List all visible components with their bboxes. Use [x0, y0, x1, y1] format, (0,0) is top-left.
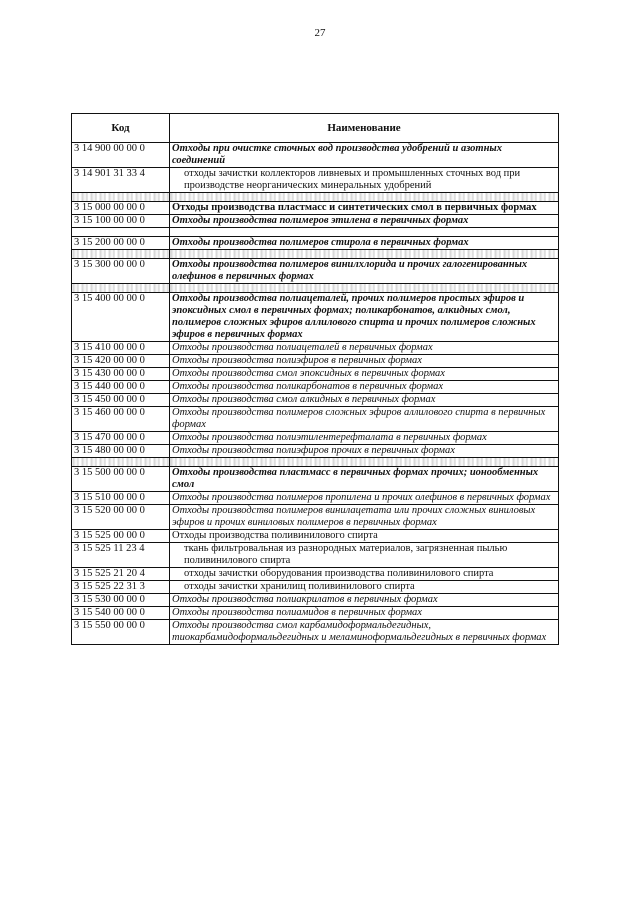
table-spacer-row	[72, 193, 559, 202]
code-cell: 3 15 460 00 00 0	[72, 407, 170, 432]
name-cell: Отходы производства полимеров пропилена и прочих олефинов в первичных формах	[170, 492, 559, 505]
table-spacer-row	[72, 228, 559, 237]
spacer-cell	[72, 284, 170, 293]
table-spacer-row	[72, 284, 559, 293]
spacer-cell	[72, 458, 170, 467]
name-cell: Отходы производства полиамидов в первичных формах	[170, 607, 559, 620]
table-row	[72, 568, 559, 581]
table-row	[72, 543, 559, 568]
code-cell: 3 15 525 11 23 4	[72, 543, 170, 568]
table-row	[72, 492, 559, 505]
name-cell: Отходы производства полимеров стирола в первичных формах	[170, 237, 559, 250]
code-cell: 3 15 510 00 00 0	[72, 492, 170, 505]
spacer-cell	[170, 250, 559, 259]
code-cell: 3 15 200 00 00 0	[72, 237, 170, 250]
header-code: Код	[72, 114, 170, 143]
code-cell: 3 15 525 00 00 0	[72, 530, 170, 543]
name-cell: Отходы производства полиацеталей, прочих полимеров простых эфиров и эпоксидных смол в первичных формах; поликарбонатов, алкидных смол, полимеров сложных эфиров аллилового спирта и прочих полимеров сложных эфиров в первичных формах	[170, 293, 559, 342]
table-row	[72, 355, 559, 368]
name-cell: Отходы производства полимеров сложных эфиров аллилового спирта в первичных формах	[170, 407, 559, 432]
table-row	[72, 394, 559, 407]
table-row	[72, 530, 559, 543]
code-cell: 3 15 520 00 00 0	[72, 505, 170, 530]
table-spacer-row	[72, 458, 559, 467]
name-cell: Отходы производства поливинилового спирта	[170, 530, 559, 543]
table-row	[72, 607, 559, 620]
name-cell: Отходы производства пластмасс и синтетических смол в первичных формах	[170, 202, 559, 215]
spacer-cell	[170, 228, 559, 237]
code-cell: 3 15 450 00 00 0	[72, 394, 170, 407]
code-cell: 3 15 440 00 00 0	[72, 381, 170, 394]
code-cell: 3 15 410 00 00 0	[72, 342, 170, 355]
name-cell: Отходы производства смол эпоксидных в первичных формах	[170, 368, 559, 381]
code-cell: 3 15 525 21 20 4	[72, 568, 170, 581]
name-cell: Отходы производства полимеров винилхлорида и прочих галогенированных олефинов в первичных формах	[170, 259, 559, 284]
table-row	[72, 432, 559, 445]
code-cell: 3 15 470 00 00 0	[72, 432, 170, 445]
spacer-cell	[72, 193, 170, 202]
spacer-cell	[72, 228, 170, 237]
table-header-row	[72, 114, 559, 143]
code-cell: 3 15 420 00 00 0	[72, 355, 170, 368]
spacer-cell	[170, 458, 559, 467]
name-cell: Отходы производства смол алкидных в первичных формах	[170, 394, 559, 407]
name-cell: Отходы производства поликарбонатов в первичных формах	[170, 381, 559, 394]
table-body	[72, 143, 559, 645]
name-cell: отходы зачистки оборудования производства поливинилового спирта	[170, 568, 559, 581]
waste-codes-table	[71, 113, 559, 645]
spacer-cell	[170, 193, 559, 202]
name-cell: Отходы производства полимеров этилена в первичных формах	[170, 215, 559, 228]
table-spacer-row	[72, 250, 559, 259]
code-cell: 3 14 901 31 33 4	[72, 168, 170, 193]
name-cell: Отходы при очистке сточных вод производства удобрений и азотных соединений	[170, 143, 559, 168]
table-row	[72, 215, 559, 228]
code-cell: 3 15 480 00 00 0	[72, 445, 170, 458]
name-cell: Отходы производства смол карбамидоформальдегидных, тиокарбамидоформальдегидных и меламиноформальдегидных в первичных формах	[170, 620, 559, 645]
table-row	[72, 368, 559, 381]
name-cell: Отходы производства полиэфиров прочих в первичных формах	[170, 445, 559, 458]
code-cell: 3 15 000 00 00 0	[72, 202, 170, 215]
code-cell: 3 14 900 00 00 0	[72, 143, 170, 168]
spacer-cell	[170, 284, 559, 293]
code-cell: 3 15 550 00 00 0	[72, 620, 170, 645]
page-number: 27	[314, 27, 326, 39]
name-cell: Отходы производства полиэфиров в первичных формах	[170, 355, 559, 368]
table-row	[72, 293, 559, 342]
spacer-cell	[72, 250, 170, 259]
table-row	[72, 407, 559, 432]
table-row	[72, 381, 559, 394]
name-cell: Отходы производства пластмасс в первичных формах прочих; ионообменных смол	[170, 467, 559, 492]
table-row	[72, 505, 559, 530]
table-row	[72, 237, 559, 250]
header-name: Наименование	[170, 114, 559, 143]
name-cell: отходы зачистки коллекторов ливневых и промышленных сточных вод при производстве неорганических минеральных удобрений	[170, 168, 559, 193]
code-cell: 3 15 400 00 00 0	[72, 293, 170, 342]
table-row	[72, 620, 559, 645]
code-cell: 3 15 540 00 00 0	[72, 607, 170, 620]
table-row	[72, 168, 559, 193]
table-row	[72, 594, 559, 607]
table-row	[72, 445, 559, 458]
code-cell: 3 15 500 00 00 0	[72, 467, 170, 492]
table-row	[72, 143, 559, 168]
table-row	[72, 259, 559, 284]
name-cell: Отходы производства полимеров винилацетата или прочих сложных виниловых эфиров и прочих виниловых полимеров в первичных формах	[170, 505, 559, 530]
table-row	[72, 342, 559, 355]
name-cell: отходы зачистки хранилищ поливинилового спирта	[170, 581, 559, 594]
code-cell: 3 15 300 00 00 0	[72, 259, 170, 284]
code-cell: 3 15 100 00 00 0	[72, 215, 170, 228]
code-cell: 3 15 430 00 00 0	[72, 368, 170, 381]
table-row	[72, 202, 559, 215]
code-cell: 3 15 525 22 31 3	[72, 581, 170, 594]
name-cell: Отходы производства полиэтилентерефталата в первичных формах	[170, 432, 559, 445]
table-row	[72, 581, 559, 594]
table-row	[72, 467, 559, 492]
name-cell: Отходы производства полиакрилатов в первичных формах	[170, 594, 559, 607]
code-cell: 3 15 530 00 00 0	[72, 594, 170, 607]
name-cell: ткань фильтровальная из разнородных материалов, загрязненная пылью поливинилового спирта	[170, 543, 559, 568]
name-cell: Отходы производства полиацеталей в первичных формах	[170, 342, 559, 355]
